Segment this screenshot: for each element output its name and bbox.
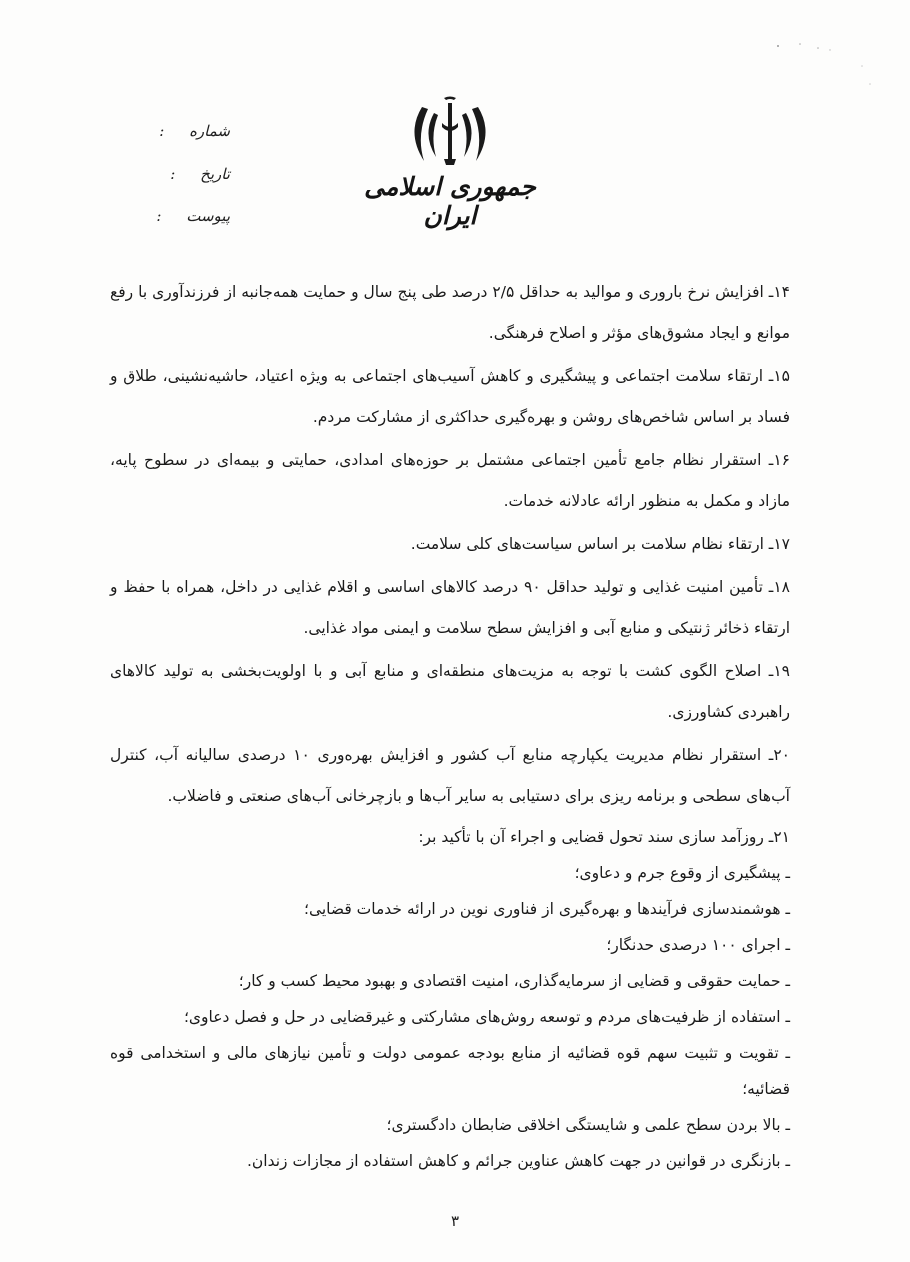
paragraph-14: ۱۴ـ افزایش نرخ باروری و موالید به حداقل ۲/۵ درصد طی پنج سال و حمایت همه‌جانبه از فرزندآوری با رفع موانع و ایجاد مشوق‌های مؤثر و اصلاح فرهنگی. (110, 283, 790, 342)
paragraph-20: ۲۰ـ استقرار نظام مدیریت یکپارچه منابع آب کشور و افزایش بهره‌وری ۱۰ درصدی سالیانه آب، کنترل آب‌های سطحی و برنامه ریزی برای دستیابی به سایر آب‌ها و بازچرخانی آب‌های صنعتی و فاضلاب. (110, 746, 790, 805)
paragraph-18: ۱۸ـ تأمین امنیت غذایی و تولید حداقل ۹۰ درصد کالاهای اساسی و اقلام غذایی در داخل، همراه با حفظ و ارتقاء ذخائر ژنتیکی و منابع آبی و افزایش سطح سلامت و ایمنی مواد غذایی. (110, 578, 790, 637)
list-item: ـ هوشمندسازی فرآیندها و بهره‌گیری از فناوری نوین در ارائه خدمات قضایی؛ (304, 900, 790, 918)
list-item: ـ بازنگری در قوانین در جهت کاهش عناوین جرائم و کاهش استفاده از مجازات زندان. (246, 1152, 790, 1170)
paragraph-21 (110, 819, 790, 1179)
document-body (110, 272, 790, 1179)
list-item: ـ بالا بردن سطح علمی و شایستگی اخلاقی ضابطان دادگستری؛ (386, 1116, 790, 1134)
list-item: ـ اجرای ۱۰۰ درصدی حدنگار؛ (606, 936, 790, 954)
country-name: جمهوری اسلامی ایران (364, 172, 536, 230)
iran-emblem-icon (408, 95, 492, 169)
paragraph-16: ۱۶ـ استقرار نظام جامع تأمین اجتماعی مشتمل بر حوزه‌های امدادی، حمایتی و بیمه‌ای در سطوح پایه، مازاد و مکمل به منظور ارائه عادلانه خدمات. (110, 451, 790, 510)
field-number-value: : (159, 122, 165, 140)
scan-speck-marks (770, 36, 880, 96)
list-item: ـ پیشگیری از وقوع جرم و دعاوی؛ (574, 864, 790, 882)
paragraph-15: ۱۵ـ ارتقاء سلامت اجتماعی و پیشگیری و کاهش آسیب‌های اجتماعی به ویژه اعتیاد، حاشیه‌نشینی، طلاق و فساد بر اساس شاخص‌های روشن و بهره‌گیری حداکثری از مشارکت مردم. (110, 367, 790, 426)
paragraph-19: ۱۹ـ اصلاح الگوی کشت با توجه به مزیت‌های منطقه‌ای و منابع آبی و با اولویت‌بخشی به تولید کالاهای راهبردی کشاورزی. (110, 662, 790, 721)
field-date (130, 165, 230, 183)
list-item: ـ حمایت حقوقی و قضایی از سرمایه‌گذاری، امنیت اقتصادی و بهبود محیط کسب و کار؛ (238, 972, 790, 990)
field-date-label: تاریخ (200, 165, 230, 183)
field-number (130, 122, 230, 140)
field-date-value: : (170, 165, 176, 183)
field-attachment-value: : (156, 207, 162, 225)
paragraph-21-heading: ۲۱ـ روزآمد سازی سند تحول قضایی و اجراء آن با تأکید بر: (418, 828, 790, 846)
page-number: ۳ (450, 1212, 460, 1230)
list-item: ـ تقویت و تثبیت سهم قوه قضائیه از منابع بودجه عمومی دولت و تأمین نیازهای مالی و استخدامی قوه قضائیه؛ (110, 1044, 790, 1098)
field-attachment-label: پیوست (186, 207, 230, 225)
paragraph-17: ۱۷ـ ارتقاء نظام سلامت بر اساس سیاست‌های کلی سلامت. (410, 535, 790, 553)
field-number-label: شماره (189, 122, 230, 140)
list-item: ـ استفاده از ظرفیت‌های مردم و توسعه روش‌های مشارکتی و غیرقضایی در حل و فصل دعاوی؛ (183, 1008, 790, 1026)
field-attachment (130, 207, 230, 225)
